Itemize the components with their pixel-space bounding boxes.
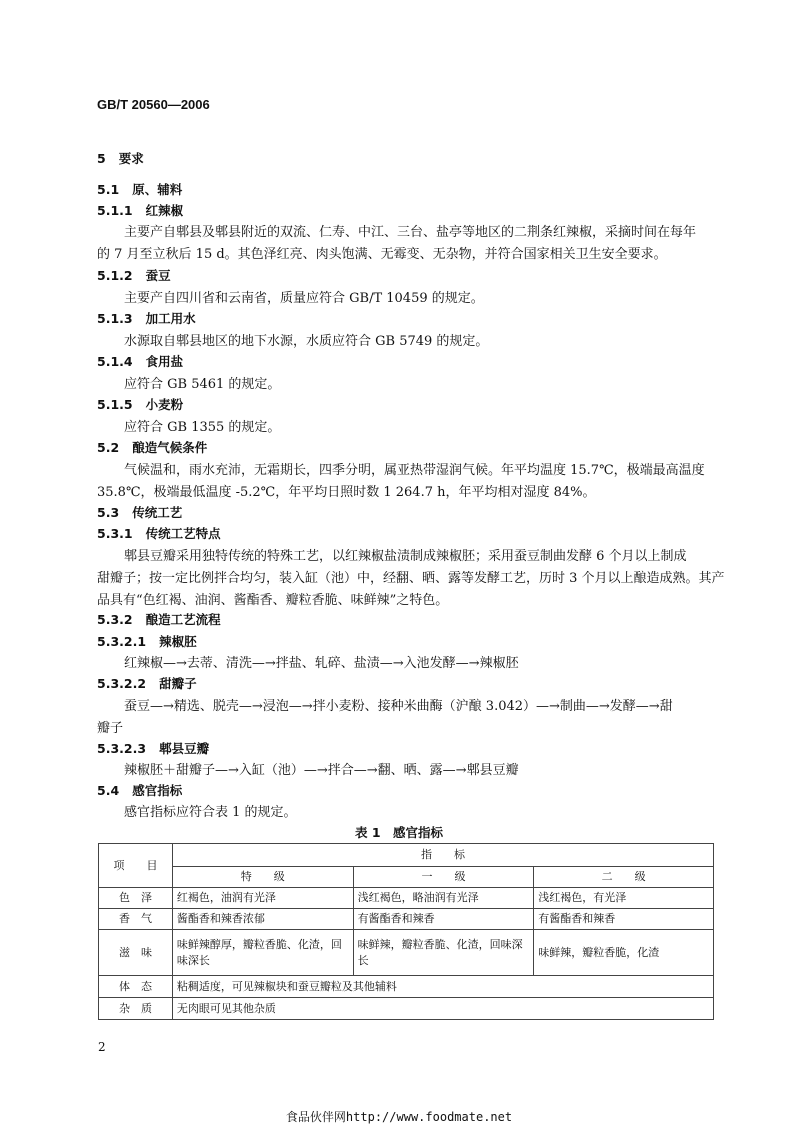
paragraph-line: 主要产自郫县及郫县附近的双流、仁寿、中江、三台、盐亭等地区的二荆条红辣椒，采摘时间在每年: [124, 225, 697, 240]
paragraph-line: 气候温和，雨水充沛，无霜期长，四季分明，属亚热带湿润气候。年平均温度 15.7℃，极端最高温度: [124, 463, 705, 478]
heading-title: 传统工艺特点: [145, 526, 221, 541]
header-grade-first: 一 级: [353, 867, 534, 888]
footer: [0, 1108, 798, 1125]
heading-number: 5.3.2.2: [97, 676, 147, 691]
table-cell: 味鲜辣，瓣粒香脆、化渣，回味深长: [353, 930, 534, 976]
page-number: 2: [98, 1040, 106, 1054]
paragraph-line: 的 7 月至立秋后 15 d。其色泽红亮、肉头饱满、无霉变、无杂物，并符合国家相关卫生安全要求。: [97, 247, 667, 262]
table-cell-merged: 粘稠适度，可见辣椒块和蚕豆瓣粒及其他辅料: [172, 976, 713, 998]
heading-number: 5.1.2: [97, 268, 133, 283]
process-flow: 红辣椒—→去蒂、清洗—→拌盐、轧碎、盐渍—→入池发酵—→辣椒胚: [124, 656, 519, 671]
heading-5-1-2: [97, 266, 171, 284]
heading-title: 红辣椒: [145, 203, 184, 218]
standard-number: GB/T 20560—2006: [97, 97, 210, 112]
paragraph-line: 水源取自郫县地区的地下水源，水质应符合 GB 5749 的规定。: [124, 334, 489, 349]
table-cell: 有酱酯香和辣香: [534, 909, 714, 930]
heading-title: 小麦粉: [145, 397, 184, 412]
table-row: [99, 909, 714, 930]
header-group: 指 标: [172, 844, 713, 867]
paragraph-line: 甜瓣子；按一定比例拌合均匀，装入缸（池）中，经翻、晒、露等发酵工艺，历时 3 个月以上酿造成熟。其产: [97, 571, 725, 586]
row-item: 香 气: [99, 909, 173, 930]
heading-number: 5.1.1: [97, 203, 133, 218]
table-row: [99, 888, 714, 909]
header-item: 项 目: [99, 844, 173, 888]
heading-number: 5.2: [97, 440, 120, 455]
heading-title: 辣椒胚: [159, 634, 197, 649]
heading-number: 5: [97, 151, 106, 166]
heading-5-3: [97, 503, 182, 521]
process-flow: 辣椒胚＋甜瓣子—→入缸（池）—→拌合—→翻、晒、露—→郫县豆瓣: [124, 763, 519, 778]
heading-5-1: [97, 180, 182, 198]
table-cell-merged: 无肉眼可见其他杂质: [172, 998, 713, 1020]
heading-5-3-2-2: [97, 674, 197, 692]
heading-5-4: [97, 781, 182, 799]
heading-number: 5.3.2: [97, 612, 133, 627]
row-item: 杂 质: [99, 998, 173, 1020]
paragraph-line: 品具有“色红褐、油润、酱酯香、瓣粒香脆、味鲜辣”之特色。: [97, 593, 449, 608]
row-item: 滋 味: [99, 930, 173, 976]
paragraph-line: 35.8℃，极端最低温度 -5.2℃，年平均日照时数 1 264.7 h，年平均相对湿度 84%。: [97, 485, 596, 500]
table-cell: 酱酯香和辣香浓郁: [172, 909, 353, 930]
row-item: 色 泽: [99, 888, 173, 909]
header-grade-special: 特 级: [172, 867, 353, 888]
heading-title: 要求: [118, 151, 144, 166]
heading-number: 5.1.5: [97, 397, 133, 412]
heading-5: [97, 149, 144, 167]
heading-number: 5.3.2.1: [97, 634, 147, 649]
footer-site: 食品伙伴网: [285, 1110, 346, 1124]
heading-title: 原、辅料: [132, 182, 183, 197]
heading-number: 5.3.2.3: [97, 741, 147, 756]
heading-5-1-3: [97, 309, 196, 327]
heading-title: 酿造气候条件: [132, 440, 208, 455]
heading-title: 感官指标: [132, 783, 183, 798]
heading-title: 加工用水: [145, 311, 196, 326]
header-grade-second: 二 级: [534, 867, 714, 888]
paragraph-line: 郫县豆瓣采用独特传统的特殊工艺，以红辣椒盐渍制成辣椒胚；采用蚕豆制曲发酵 6 个月以上制成: [124, 549, 687, 564]
heading-5-3-2-3: [97, 739, 209, 757]
heading-5-1-5: [97, 395, 183, 413]
heading-title: 食用盐: [145, 354, 184, 369]
heading-number: 5.4: [97, 783, 120, 798]
heading-number: 5.1: [97, 182, 120, 197]
sensory-index-table: [98, 843, 714, 1020]
paragraph-line: 主要产自四川省和云南省，质量应符合 GB/T 10459 的规定。: [124, 291, 484, 306]
heading-5-3-2-1: [97, 632, 197, 650]
heading-title: 酿造工艺流程: [145, 612, 221, 627]
table-caption: 表 1 感官指标: [354, 825, 444, 840]
footer-url[interactable]: http://www.foodmate.net: [345, 1110, 513, 1124]
heading-5-3-2: [97, 610, 221, 628]
table-cell: 浅红褐色，略油润有光泽: [353, 888, 534, 909]
heading-number: 5.1.3: [97, 311, 133, 326]
heading-number: 5.3.1: [97, 526, 133, 541]
table-row: [99, 976, 714, 998]
process-flow: 瓣子: [97, 721, 124, 736]
table-row: [99, 930, 714, 976]
paragraph-line: 应符合 GB 1355 的规定。: [124, 420, 281, 435]
table-cell: 浅红褐色，有光泽: [534, 888, 714, 909]
heading-5-1-1: [97, 201, 183, 219]
heading-title: 郫县豆瓣: [159, 741, 210, 756]
heading-title: 甜瓣子: [159, 676, 197, 691]
heading-number: 5.3: [97, 505, 120, 520]
paragraph-line: 应符合 GB 5461 的规定。: [124, 377, 281, 392]
heading-5-1-4: [97, 352, 183, 370]
heading-title: 蚕豆: [145, 268, 171, 283]
heading-5-2: [97, 438, 207, 456]
table-row: [99, 998, 714, 1020]
heading-title: 传统工艺: [132, 505, 183, 520]
process-flow: 蚕豆—→精选、脱壳—→浸泡—→拌小麦粉、接种米曲酶（沪酿 3.042）—→制曲—→发酵—→甜: [124, 699, 673, 714]
table-cell: 红褐色，油润有光泽: [172, 888, 353, 909]
heading-5-3-1: [97, 524, 221, 542]
row-item: 体 态: [99, 976, 173, 998]
table-cell: 味鲜辣醇厚，瓣粒香脆、化渣，回味深长: [172, 930, 353, 976]
table-cell: 有酱酯香和辣香: [353, 909, 534, 930]
table-cell: 味鲜辣，瓣粒香脆，化渣: [534, 930, 714, 976]
paragraph-line: 感官指标应符合表 1 的规定。: [124, 805, 297, 820]
heading-number: 5.1.4: [97, 354, 133, 369]
